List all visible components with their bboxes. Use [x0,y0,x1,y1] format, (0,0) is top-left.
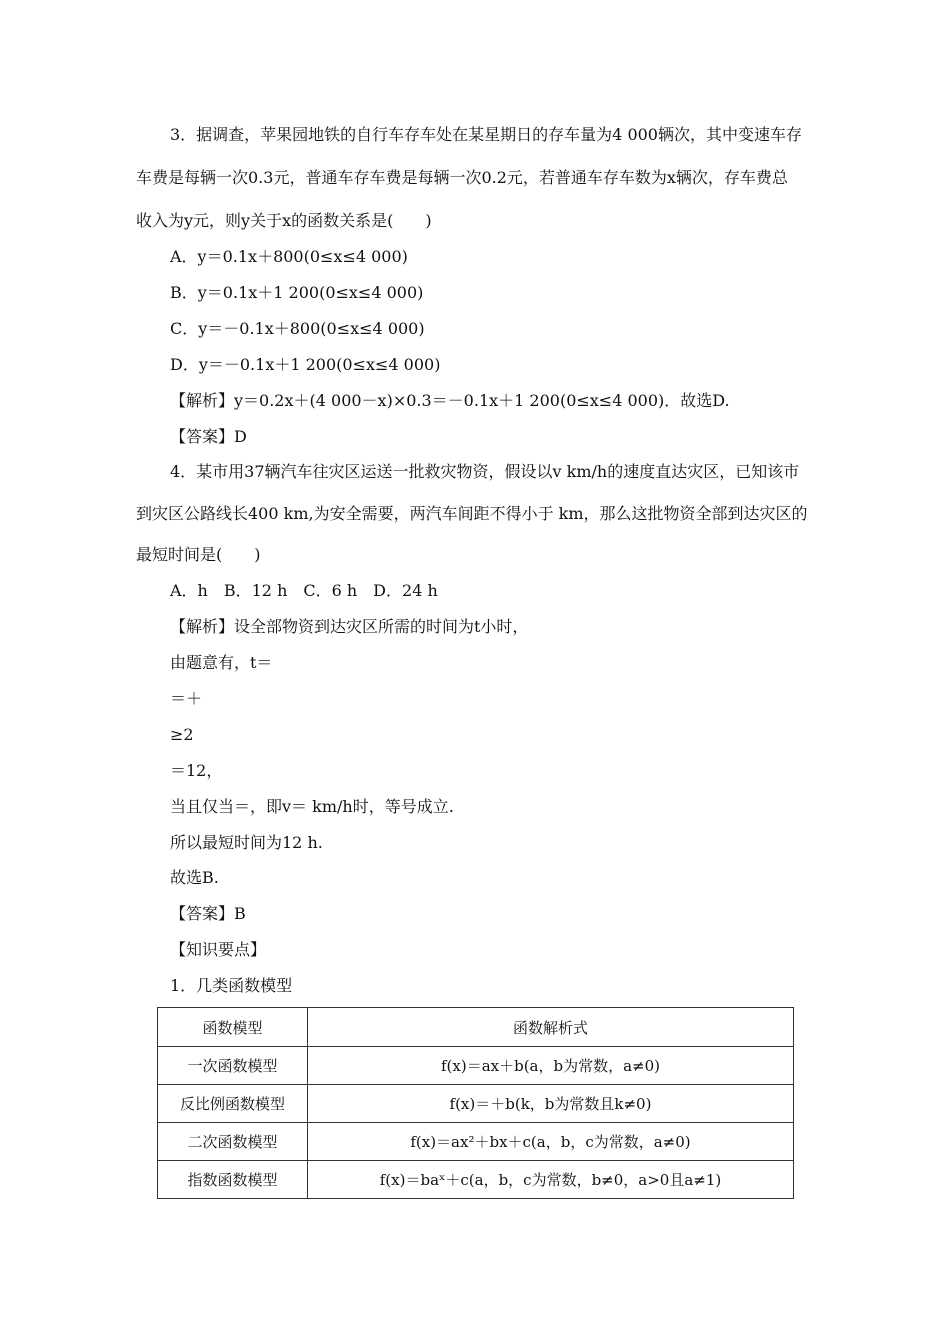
table-row [158,1085,794,1123]
table-cell-formula: f(x)＝＋b(k，b为常数且k≠0) [308,1085,794,1123]
q3-option-a: A．y＝0.1x＋800(0≤x≤4 000) [170,247,408,266]
table-cell-model: 二次函数模型 [158,1123,308,1161]
table-cell-formula: f(x)＝ax²＋bx＋c(a，b，c为常数，a≠0) [308,1123,794,1161]
knowledge-subheading: 1．几类函数模型 [170,976,293,995]
table-cell-model: 反比例函数模型 [158,1085,308,1123]
function-models-table [157,1007,794,1199]
q3-option-d: D．y＝－0.1x＋1 200(0≤x≤4 000) [170,355,441,374]
q4-analysis-line: ＝＋ [170,689,203,708]
q3-text-line-1: 3．据调查，苹果园地铁的自行车存车处在某星期日的存车量为4 000辆次，其中变速车存 [170,125,802,144]
q3-option-c: C．y＝－0.1x＋800(0≤x≤4 000) [170,319,425,338]
q4-answer: 【答案】B [170,904,246,923]
q4-options: A．h B．12 h C．6 h D．24 h [170,581,438,600]
q4-analysis-line: ＝12， [170,761,223,780]
q4-analysis-line: ≥2 [170,725,194,744]
knowledge-heading: 【知识要点】 [170,940,267,959]
table-cell-model: 一次函数模型 [158,1047,308,1085]
q4-text-line-2: 到灾区公路线长400 km,为安全需要，两汽车间距不得小于 km，那么这批物资全部到达灾区的 [136,504,808,523]
table-header-row [158,1008,794,1047]
q3-answer: 【答案】D [170,427,247,446]
q3-analysis: 【解析】y＝0.2x＋(4 000－x)×0.3＝－0.1x＋1 200(0≤x≤4 000)．故选D. [170,391,730,410]
table-row [158,1123,794,1161]
table-header-cell: 函数解析式 [308,1008,794,1047]
q4-analysis-line: 故选B. [170,868,219,887]
table-cell-model: 指数函数模型 [158,1161,308,1199]
q4-analysis-line: 当且仅当＝，即v＝ km/h时，等号成立. [170,797,454,816]
table-cell-formula: f(x)＝baˣ＋c(a，b，c为常数，b≠0，a>0且a≠1) [308,1161,794,1199]
q4-analysis-line: 由题意有，t＝ [170,653,273,672]
q4-analysis-line: 所以最短时间为12 h. [170,833,323,852]
q4-text-line-1: 4．某市用37辆汽车往灾区运送一批救灾物资，假设以v km/h的速度直达灾区，已知该市 [170,462,800,481]
table-cell-formula: f(x)＝ax＋b(a，b为常数，a≠0) [308,1047,794,1085]
table-header-cell: 函数模型 [158,1008,308,1047]
table-row [158,1047,794,1085]
q3-text-line-2: 车费是每辆一次0.3元，普通车存车费是每辆一次0.2元，若普通车存车数为x辆次，存车费总 [136,168,788,187]
q4-text-line-3: 最短时间是( ) [136,545,261,564]
table-row [158,1161,794,1199]
q4-analysis-line: 【解析】设全部物资到达灾区所需的时间为t小时， [170,617,529,636]
q3-text-line-3: 收入为y元，则y关于x的函数关系是( ) [136,211,432,230]
q3-option-b: B．y＝0.1x＋1 200(0≤x≤4 000) [170,283,424,302]
